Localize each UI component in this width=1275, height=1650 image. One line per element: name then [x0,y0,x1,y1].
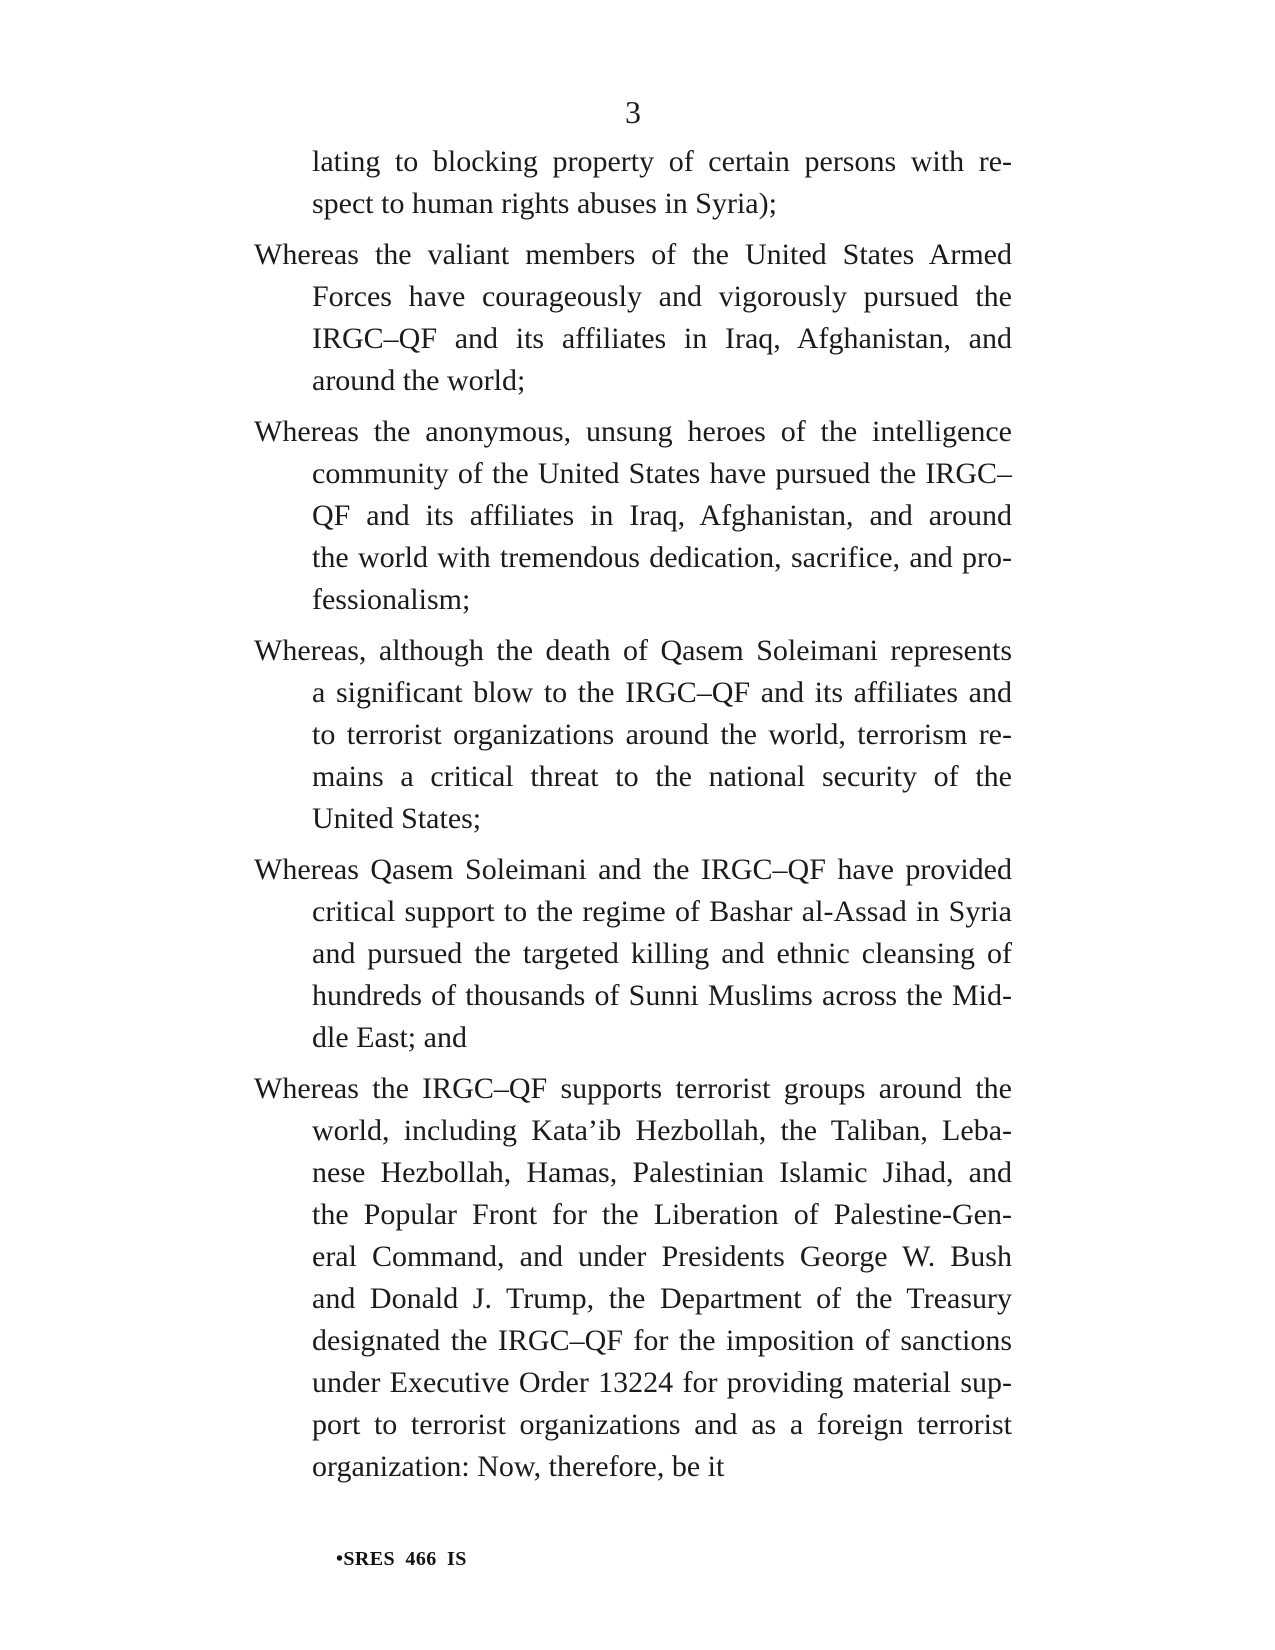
text-line: and Donald J. Trump, the Department of the Treasury [312,1282,1012,1315]
text-line: QF and its affiliates in Iraq, Afghanistan, and around [312,499,1012,532]
text-line: the world with tremendous dedication, sacrifice, and pro- [312,541,1012,574]
text-line: designated the IRGC–QF for the imposition of sanctions [312,1324,1012,1357]
text-line: eral Command, and under Presidents George W. Bush [312,1240,1012,1273]
text-line: mains a critical threat to the national security of the [312,760,1012,793]
text-line: Whereas Qasem Soleimani and the IRGC–QF have provided [254,853,1012,886]
whereas-clause [254,630,1012,840]
text-line: organization: Now, therefore, be it [312,1450,725,1483]
whereas-clause [254,1068,1012,1488]
clause-continuation [254,141,1012,225]
text-line: fessionalism; [312,583,471,616]
text-line: community of the United States have pursued the IRGC– [312,457,1012,490]
whereas-clause [254,849,1012,1059]
text-line: United States; [312,802,482,835]
text-line: the Popular Front for the Liberation of Palestine-Gen- [312,1198,1012,1231]
whereas-clause [254,234,1012,402]
text-line: Whereas the anonymous, unsung heroes of the intelligence [254,415,1012,448]
text-line: dle East; and [312,1021,467,1054]
document-body [254,141,1012,1497]
text-line: Whereas the IRGC–QF supports terrorist groups around the [254,1072,1012,1105]
text-line: lating to blocking property of certain persons with re- [312,145,1012,178]
text-line: spect to human rights abuses in Syria); [312,187,777,220]
text-line: Whereas, although the death of Qasem Soleimani represents [254,634,1012,667]
text-line: nese Hezbollah, Hamas, Palestinian Islamic Jihad, and [312,1156,1012,1189]
text-line: Whereas the valiant members of the United States Armed [254,238,1012,271]
text-line: a significant blow to the IRGC–QF and its affiliates and [312,676,1012,709]
text-line: critical support to the regime of Bashar al-Assad in Syria [312,895,1012,928]
whereas-clause [254,411,1012,621]
text-line: world, including Kata’ib Hezbollah, the Taliban, Leba- [312,1114,1012,1147]
document-footer: •SRES 466 IS [336,1548,467,1570]
text-line: Forces have courageously and vigorously pursued the [312,280,1012,313]
page-number: 3 [625,94,641,130]
text-line: under Executive Order 13224 for providing material sup- [312,1366,1012,1399]
text-line: to terrorist organizations around the world, terrorism re- [312,718,1012,751]
text-line: hundreds of thousands of Sunni Muslims across the Mid- [312,979,1012,1012]
text-line: and pursued the targeted killing and ethnic cleansing of [312,937,1012,970]
text-line: IRGC–QF and its affiliates in Iraq, Afghanistan, and [312,322,1012,355]
text-line: port to terrorist organizations and as a foreign terrorist [312,1408,1012,1441]
text-line: around the world; [312,364,526,397]
